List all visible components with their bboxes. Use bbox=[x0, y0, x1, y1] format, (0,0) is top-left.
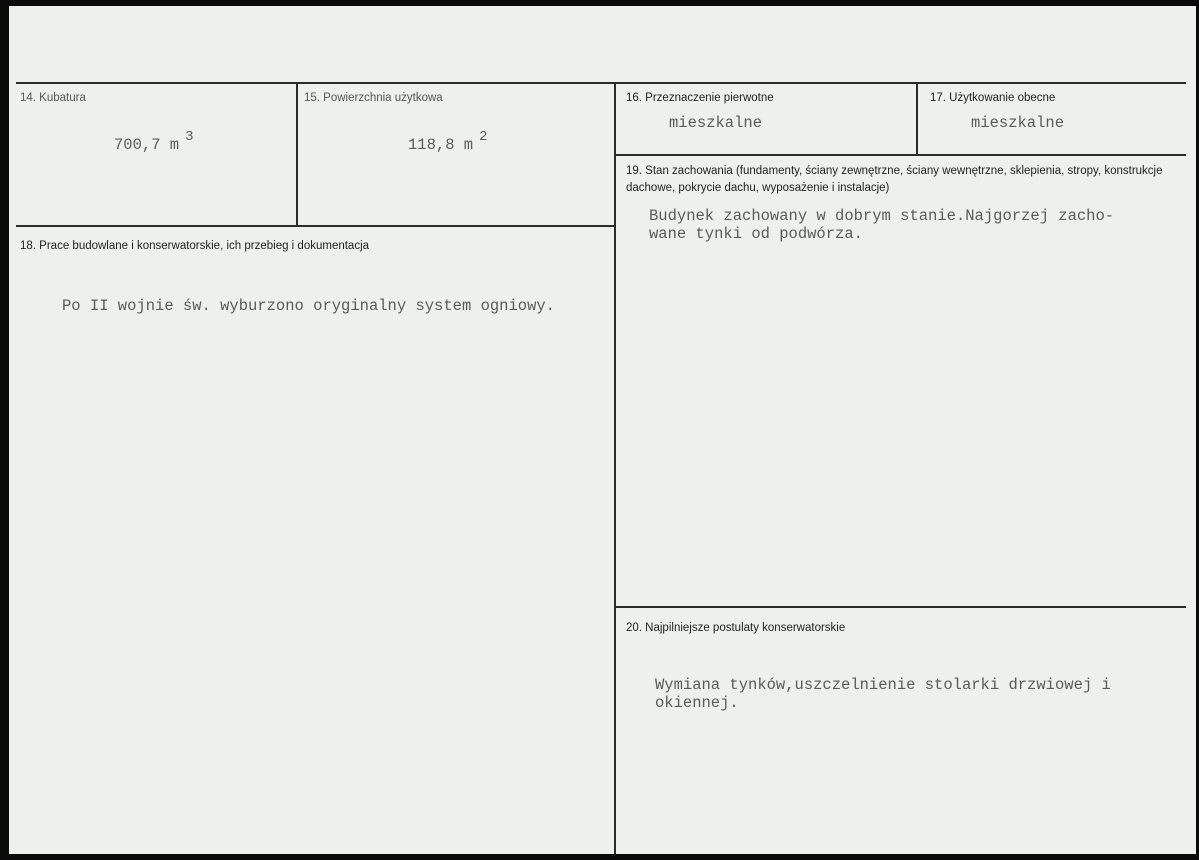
field-16-value: mieszkalne bbox=[669, 114, 763, 132]
field-19-label: 19. Stan zachowania (fundamenty, ściany zewnętrzne, ściany wewnętrzne, sklepienia, stropy, konstrukcje dachowe, pokrycie dachu, wyposażenie i instalacje) bbox=[626, 165, 1163, 194]
field-18-value: Po II wojnie św. wyburzono oryginalny system ogniowy. bbox=[62, 297, 555, 315]
rule-right-16-19 bbox=[614, 154, 1186, 156]
field-14-exponent: 3 bbox=[185, 129, 194, 145]
field-15-amount: 118,8 m bbox=[408, 136, 474, 154]
field-15-value bbox=[408, 129, 488, 155]
rule-left-14-18 bbox=[16, 225, 616, 227]
field-19-value: Budynek zachowany w dobrym stanie.Najgorzej zacho- wane tynki od podwórza. bbox=[649, 207, 1115, 243]
field-20-label: 20. Najpilniejsze postulaty konserwatorskie bbox=[626, 622, 846, 634]
field-17-label: 17. Użytkowanie obecne bbox=[930, 92, 1056, 104]
rule-col-16-17 bbox=[916, 82, 918, 156]
field-15-exponent: 2 bbox=[479, 129, 488, 145]
rule-col-14-15 bbox=[296, 82, 298, 227]
rule-right-19-20 bbox=[614, 606, 1186, 608]
field-20-value: Wymiana tynków,uszczelnienie stolarki drzwiowej i okiennej. bbox=[655, 676, 1111, 712]
field-14-label: 14. Kubatura bbox=[20, 92, 86, 104]
field-18-label: 18. Prace budowlane i konserwatorskie, ich przebieg i dokumentacja bbox=[20, 240, 370, 252]
field-17-value: mieszkalne bbox=[971, 114, 1065, 132]
field-14-value bbox=[114, 129, 194, 155]
field-14-amount: 700,7 m bbox=[114, 136, 180, 154]
field-16-label: 16. Przeznaczenie pierwotne bbox=[626, 92, 774, 104]
rule-top bbox=[16, 82, 1186, 84]
field-15-label: 15. Powierzchnia użytkowa bbox=[304, 92, 443, 104]
rule-col-main bbox=[614, 82, 616, 854]
